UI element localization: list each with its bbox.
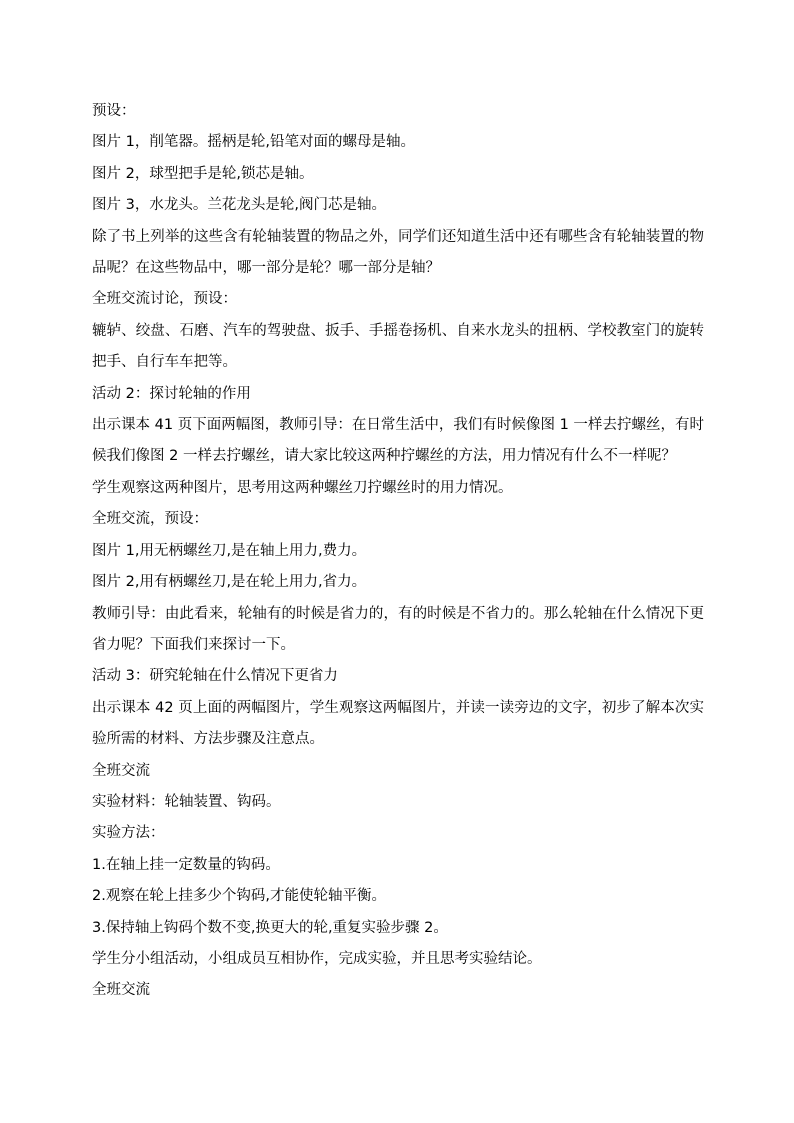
section-heading: 活动 2：探讨轮轴的作用: [92, 385, 251, 402]
paragraph: 出示课本 41 页下面两幅图，教师引导：在日常生活中，我们有时候像图 1 一样去拧螺丝，有时候我们像图 2 一样去拧螺丝，请大家比较这两种拧螺丝的方法，用力情况有什么不一样呢？: [92, 417, 704, 465]
text-line: 预设：: [92, 103, 136, 119]
paragraph: 出示课本 42 页上面的两幅图片，学生观察这两幅图片，并读一读旁边的文字，初步了解本次实验所需的材料、方法步骤及注意点。: [92, 699, 704, 748]
paragraph: 辘轳、绞盘、石磨、汽车的驾驶盘、扳手、手摇卷扬机、自来水龙头的扭柄、学校教室门的旋转把手、自行车车把等。: [92, 322, 704, 371]
text-line: 实验方法：: [92, 825, 165, 842]
list-item: 3.保持轴上钩码个数不变,换更大的轮,重复实验步骤 2。: [92, 919, 448, 936]
text-line: 图片 1,用无柄螺丝刀,是在轴上用力,费力。: [92, 542, 367, 559]
text-line: 学生观察这两种图片，思考用这两种螺丝刀拧螺丝时的用力情况。: [92, 479, 513, 496]
text-line: 实验材料：轮轴装置、钩码。: [92, 793, 281, 810]
text-line: 全班交流: [92, 762, 150, 779]
text-line: 图片 3，水龙头。兰花龙头是轮,阀门芯是轴。: [92, 197, 386, 214]
text-line: 图片 2，球型把手是轮,锁芯是轴。: [92, 165, 314, 182]
list-item: 1.在轴上挂一定数量的钩码。: [92, 856, 280, 873]
text-line: 学生分小组活动，小组成员互相协作，完成实验，并且思考实验结论。: [92, 950, 542, 967]
text-line: 图片 2,用有柄螺丝刀,是在轮上用力,省力。: [92, 574, 367, 591]
paragraph: 教师引导：由此看来，轮轴有的时候是省力的，有的时候是不省力的。那么轮轴在什么情况下更省力呢？下面我们来探讨一下。: [92, 605, 704, 653]
list-item: 2.观察在轮上挂多少个钩码,才能使轮轴平衡。: [92, 888, 386, 905]
paragraph: 除了书上列举的这些含有轮轴装置的物品之外，同学们还知道生活中还有哪些含有轮轴装置的物品呢？在这些物品中，哪一部分是轮？哪一部分是轴？: [92, 228, 704, 277]
text-line: 图片 1，削笔器。摇柄是轮,铅笔对面的螺母是轴。: [92, 134, 415, 151]
section-heading: 活动 3：研究轮轴在什么情况下更省力: [92, 668, 338, 685]
text-line: 全班交流，预设：: [92, 511, 208, 528]
document-page: [92, 96, 704, 1007]
text-line: 全班交流讨论，预设：: [92, 291, 237, 308]
text-line: 全班交流: [92, 982, 150, 999]
